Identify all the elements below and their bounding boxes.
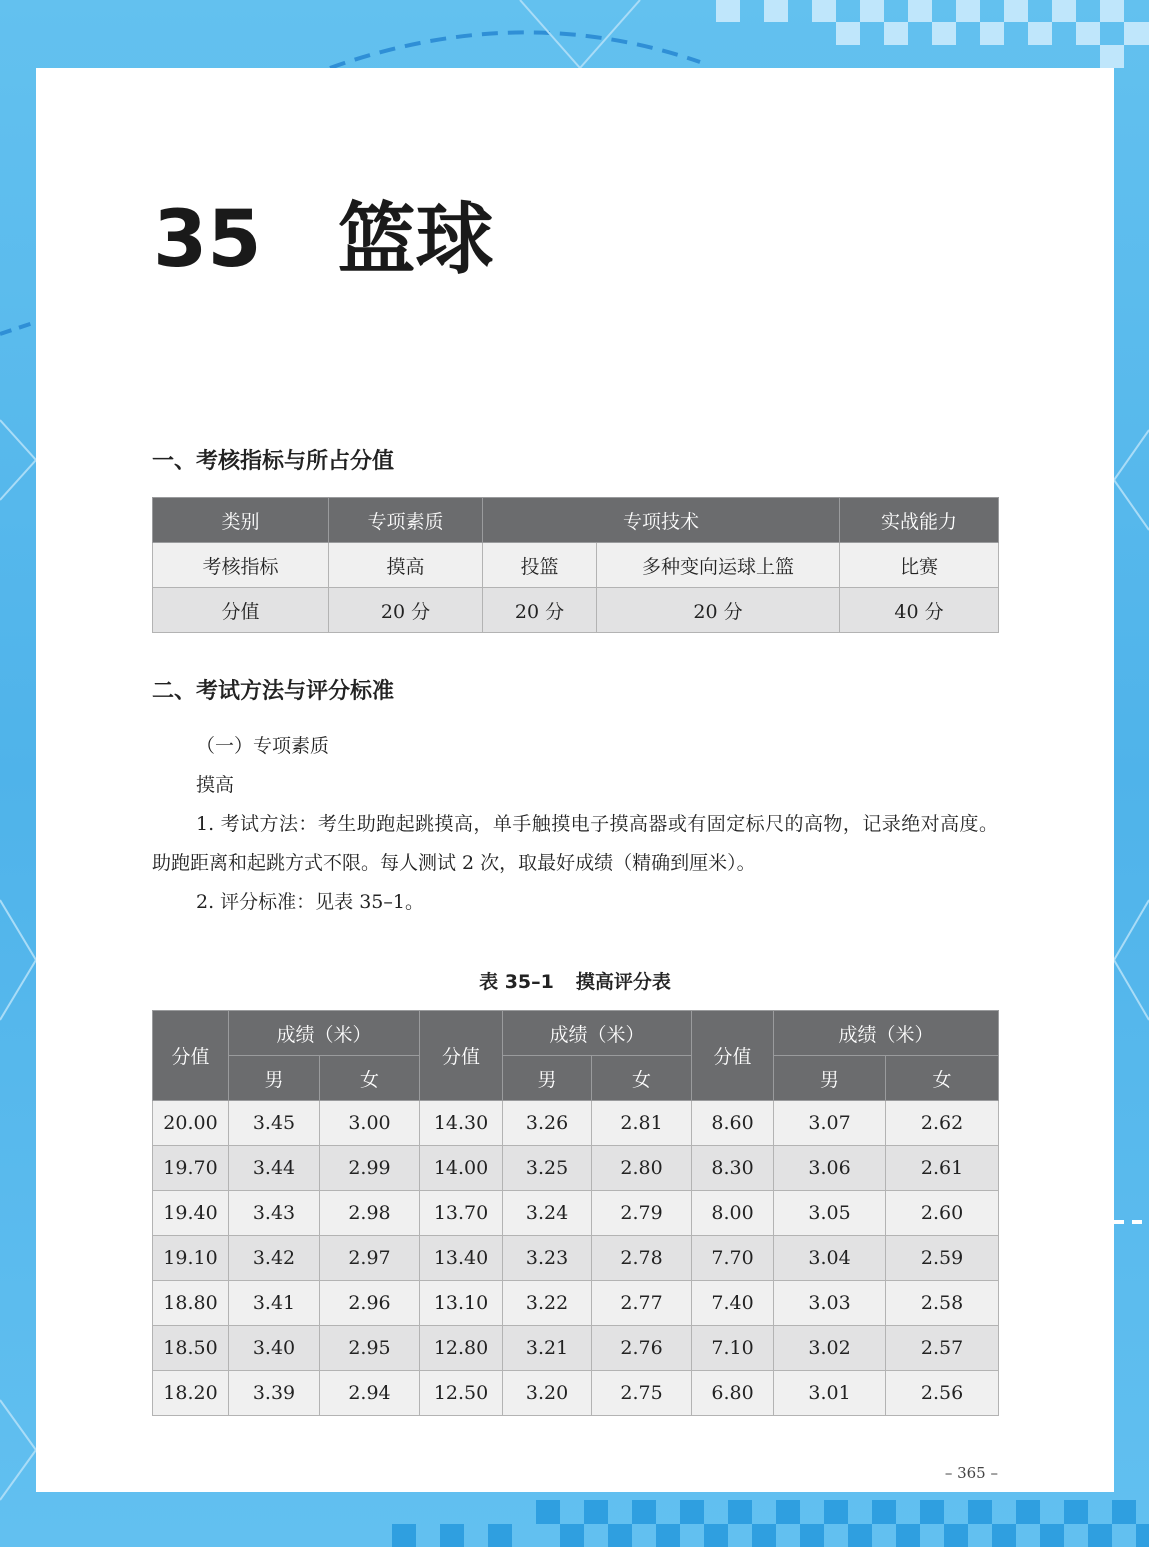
table-row (153, 1236, 999, 1281)
score-cell: 12.80 (420, 1326, 503, 1371)
score-cell: 13.40 (420, 1236, 503, 1281)
male-result-cell: 3.21 (503, 1326, 592, 1371)
male-result-cell: 3.45 (229, 1101, 320, 1146)
chapter-name: 篮球 (337, 195, 494, 285)
header-score: 分值 (153, 1011, 229, 1101)
score-cell: 18.50 (153, 1326, 229, 1371)
score-cell: 13.70 (420, 1191, 503, 1236)
cell-score: 20 分 (597, 588, 840, 633)
male-result-cell: 3.42 (229, 1236, 320, 1281)
header-male: 男 (774, 1056, 886, 1101)
header-special-skill: 专项技术 (483, 498, 840, 543)
score-cell: 19.10 (153, 1236, 229, 1281)
female-result-cell: 2.56 (886, 1371, 999, 1416)
cell-score: 20 分 (483, 588, 597, 633)
female-result-cell: 2.94 (320, 1371, 420, 1416)
cell-indicator: 比赛 (840, 543, 999, 588)
female-result-cell: 2.58 (886, 1281, 999, 1326)
table-row (153, 1326, 999, 1371)
score-cell: 8.00 (692, 1191, 774, 1236)
female-result-cell: 2.78 (592, 1236, 692, 1281)
header-match-ability: 实战能力 (840, 498, 999, 543)
scoring-standard-paragraph: 2. 评分标准：见表 35–1。 (196, 891, 424, 913)
score-cell: 19.70 (153, 1146, 229, 1191)
male-result-cell: 3.05 (774, 1191, 886, 1236)
checker-pattern-top (716, 0, 1149, 68)
male-result-cell: 3.44 (229, 1146, 320, 1191)
chapter-number: 35 (153, 195, 262, 285)
cell-score-label: 分值 (153, 588, 329, 633)
female-result-cell: 2.96 (320, 1281, 420, 1326)
touch-height-score-table (152, 1010, 999, 1416)
score-cell: 14.00 (420, 1146, 503, 1191)
page-number: – 365 – (944, 1464, 998, 1482)
section-heading-1: 一、考核指标与所占分值 (152, 448, 395, 474)
checker-pattern-bottom (392, 1500, 1149, 1547)
document-page (36, 68, 1114, 1492)
female-result-cell: 3.00 (320, 1101, 420, 1146)
table-caption-number: 表 35–1 (479, 971, 554, 993)
male-result-cell: 3.22 (503, 1281, 592, 1326)
score-cell: 7.40 (692, 1281, 774, 1326)
cell-score: 40 分 (840, 588, 999, 633)
item-name: 摸高 (196, 774, 235, 796)
female-result-cell: 2.99 (320, 1146, 420, 1191)
score-cell: 8.60 (692, 1101, 774, 1146)
indicator-table (152, 497, 999, 633)
score-cell: 18.80 (153, 1281, 229, 1326)
header-result: 成绩（米） (229, 1011, 420, 1056)
score-cell: 12.50 (420, 1371, 503, 1416)
dashed-line-left (0, 322, 36, 334)
header-result: 成绩（米） (503, 1011, 692, 1056)
female-result-cell: 2.97 (320, 1236, 420, 1281)
male-result-cell: 3.02 (774, 1326, 886, 1371)
cell-indicator-label: 考核指标 (153, 543, 329, 588)
header-male: 男 (503, 1056, 592, 1101)
test-method-paragraph: 1. 考试方法：考生助跑起跳摸高，单手触摸电子摸高器或有固定标尺的高物，记录绝对高度。助跑距离和起跳方式不限。每人测试 2 次，取最好成绩（精确到厘米）。 (152, 813, 998, 874)
score-table-header-row-1 (153, 1011, 999, 1056)
male-result-cell: 3.39 (229, 1371, 320, 1416)
table-row (153, 1371, 999, 1416)
score-cell: 8.30 (692, 1146, 774, 1191)
dashed-arc-top (330, 32, 700, 68)
score-table-header-row-2 (153, 1056, 999, 1101)
score-cell: 14.30 (420, 1101, 503, 1146)
male-result-cell: 3.04 (774, 1236, 886, 1281)
female-result-cell: 2.59 (886, 1236, 999, 1281)
female-result-cell: 2.62 (886, 1101, 999, 1146)
male-result-cell: 3.40 (229, 1326, 320, 1371)
header-score: 分值 (420, 1011, 503, 1101)
cell-indicator: 摸高 (329, 543, 483, 588)
male-result-cell: 3.24 (503, 1191, 592, 1236)
male-result-cell: 3.25 (503, 1146, 592, 1191)
female-result-cell: 2.79 (592, 1191, 692, 1236)
female-result-cell: 2.98 (320, 1191, 420, 1236)
header-score: 分值 (692, 1011, 774, 1101)
table-row (153, 1146, 999, 1191)
female-result-cell: 2.76 (592, 1326, 692, 1371)
male-result-cell: 3.26 (503, 1101, 592, 1146)
score-cell: 7.10 (692, 1326, 774, 1371)
female-result-cell: 2.57 (886, 1326, 999, 1371)
male-result-cell: 3.01 (774, 1371, 886, 1416)
cell-indicator: 多种变向运球上篮 (597, 543, 840, 588)
score-cell: 7.70 (692, 1236, 774, 1281)
cell-indicator: 投篮 (483, 543, 597, 588)
male-result-cell: 3.23 (503, 1236, 592, 1281)
table-row (153, 1281, 999, 1326)
female-result-cell: 2.61 (886, 1146, 999, 1191)
male-result-cell: 3.07 (774, 1101, 886, 1146)
header-category: 类别 (153, 498, 329, 543)
header-male: 男 (229, 1056, 320, 1101)
male-result-cell: 3.43 (229, 1191, 320, 1236)
header-female: 女 (320, 1056, 420, 1101)
section-heading-2: 二、考试方法与评分标准 (152, 678, 395, 704)
cell-score: 20 分 (329, 588, 483, 633)
male-result-cell: 3.03 (774, 1281, 886, 1326)
female-result-cell: 2.80 (592, 1146, 692, 1191)
female-result-cell: 2.95 (320, 1326, 420, 1371)
header-female: 女 (592, 1056, 692, 1101)
score-cell: 18.20 (153, 1371, 229, 1416)
indicator-table-header (153, 498, 999, 543)
table-caption (36, 968, 1114, 996)
male-result-cell: 3.06 (774, 1146, 886, 1191)
female-result-cell: 2.75 (592, 1371, 692, 1416)
female-result-cell: 2.77 (592, 1281, 692, 1326)
score-row (153, 588, 999, 633)
score-cell: 13.10 (420, 1281, 503, 1326)
indicator-row (153, 543, 999, 588)
score-cell: 20.00 (153, 1101, 229, 1146)
header-special-quality: 专项素质 (329, 498, 483, 543)
score-cell: 19.40 (153, 1191, 229, 1236)
header-result: 成绩（米） (774, 1011, 999, 1056)
male-result-cell: 3.20 (503, 1371, 592, 1416)
table-row (153, 1101, 999, 1146)
table-caption-title: 摸高评分表 (575, 971, 671, 993)
score-cell: 6.80 (692, 1371, 774, 1416)
female-result-cell: 2.81 (592, 1101, 692, 1146)
score-table-body (153, 1101, 999, 1416)
chapter-title (153, 192, 494, 288)
subsection-heading: （一）专项素质 (196, 735, 330, 757)
header-female: 女 (886, 1056, 999, 1101)
female-result-cell: 2.60 (886, 1191, 999, 1236)
table-row (153, 1191, 999, 1236)
male-result-cell: 3.41 (229, 1281, 320, 1326)
